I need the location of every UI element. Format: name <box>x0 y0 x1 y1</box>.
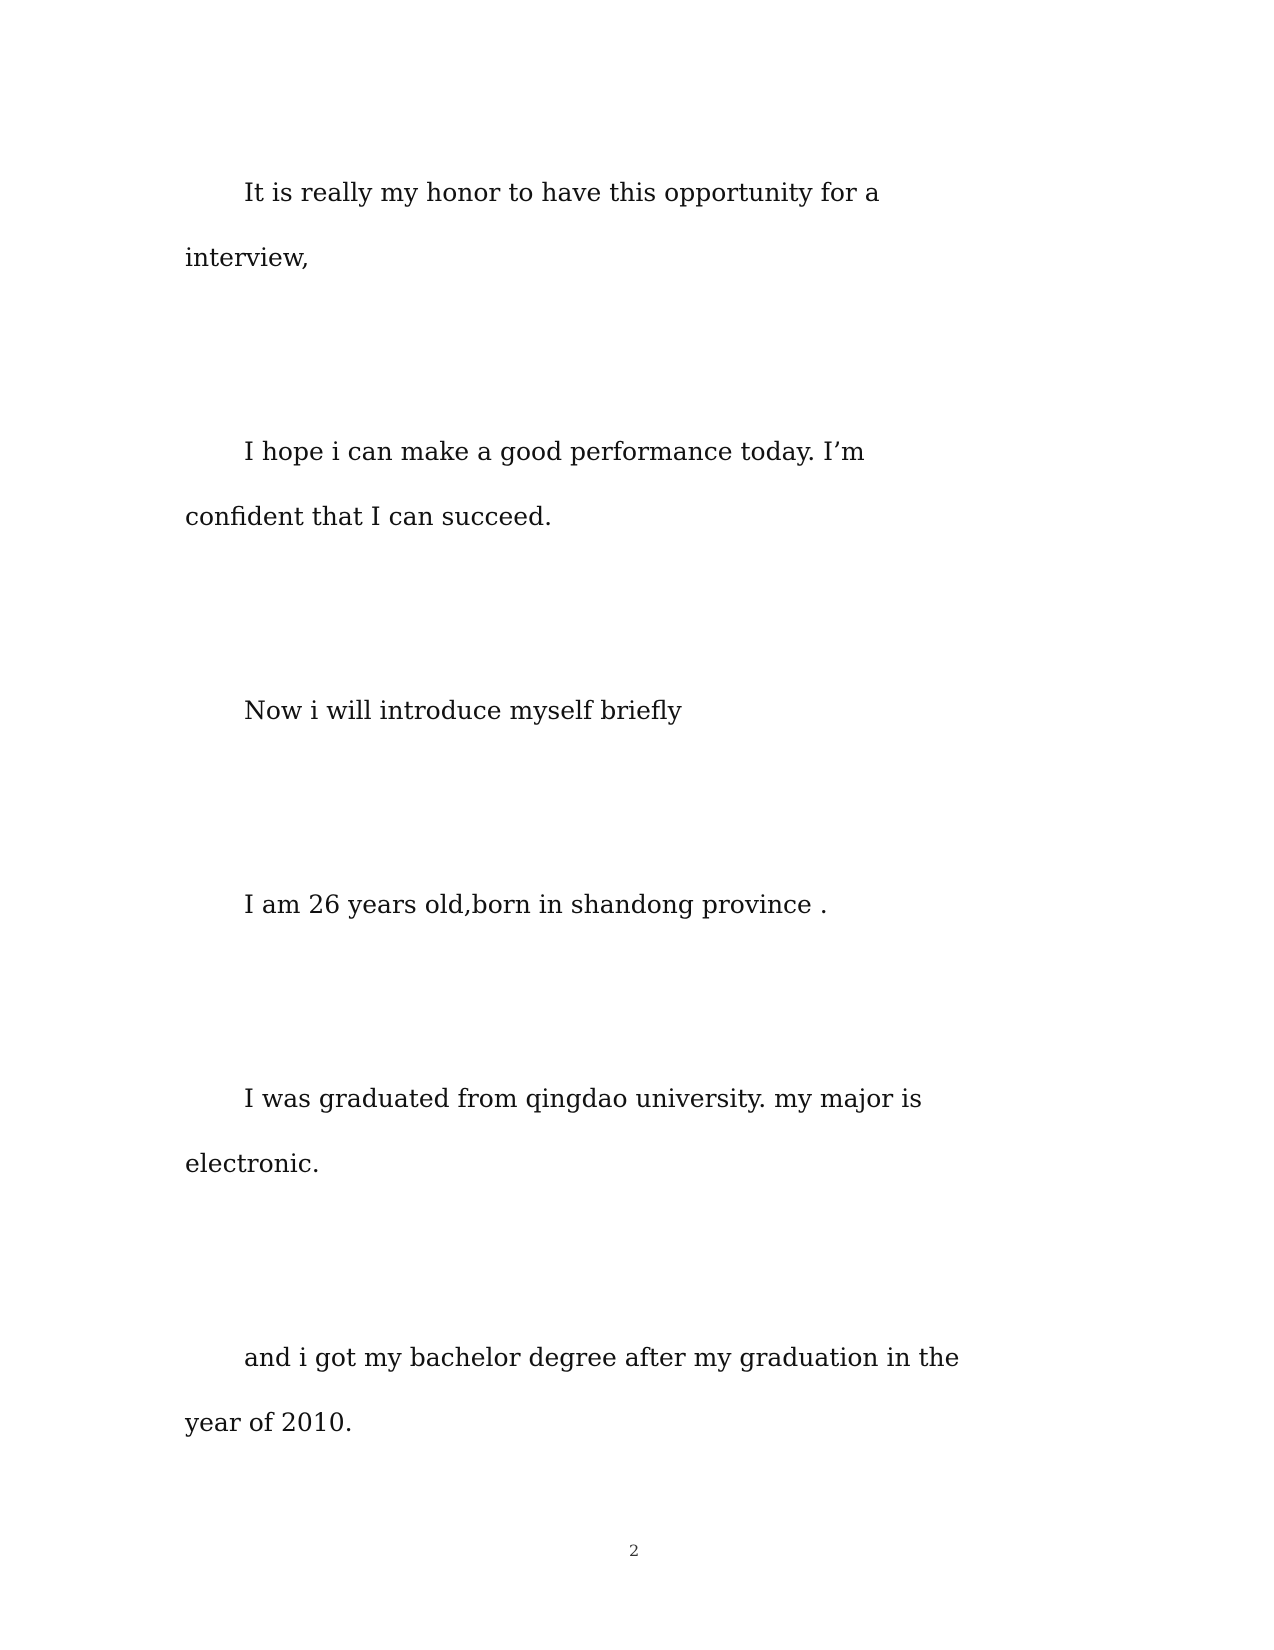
paragraph-line: Now i will introduce myself briefly <box>244 696 682 725</box>
paragraph-line: I hope i can make a good performance today. I’m <box>244 437 865 466</box>
paragraph-line: electronic. <box>185 1149 320 1178</box>
paragraph-line: and i got my bachelor degree after my graduation in the <box>244 1343 960 1372</box>
paragraph-line: confident that I can succeed. <box>185 502 553 531</box>
page-number: 2 <box>629 1541 640 1560</box>
paragraph-line: It is really my honor to have this opportunity for a <box>244 178 880 207</box>
paragraph-line: I was graduated from qingdao university. my major is <box>244 1084 923 1113</box>
paragraph-line: year of 2010. <box>185 1408 353 1437</box>
paragraph-line: I am 26 years old,born in shandong province . <box>244 890 828 919</box>
paragraph-line: interview, <box>185 243 310 272</box>
